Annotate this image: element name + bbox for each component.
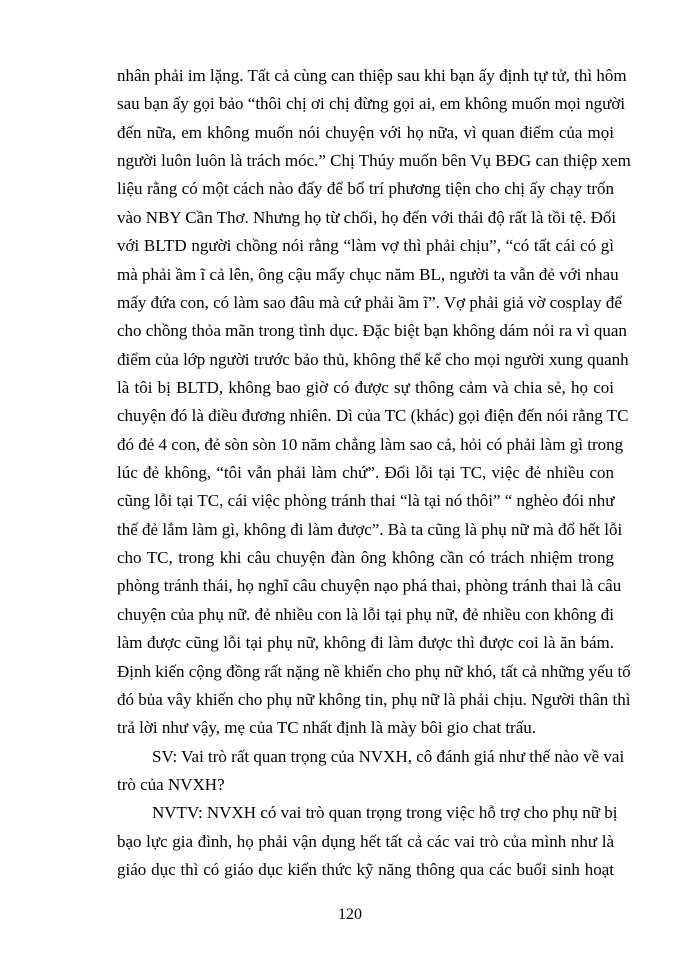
text-line: NVTV: NVXH có vai trò quan trọng trong việc hỗ trợ cho phụ nữ bị (152, 803, 618, 822)
text-line: chuyện của phụ nữ. đẻ nhiều con là lỗi tại phụ nữ, đẻ nhiều con không đi (117, 605, 614, 624)
text-line: người luôn luôn là trách móc.” Chị Thúy muốn bên Vụ BĐG can thiệp xem (117, 151, 631, 170)
text-line: chuyện đó là điều đương nhiên. Dì của TC (khác) gọi điện đến nói rằng TC (117, 406, 629, 425)
text-line: điểm của lớp người trước bảo thủ, không thể kể cho mọi người xung quanh (117, 350, 629, 369)
text-line: SV: Vai trò rất quan trọng của NVXH, cô đánh giá như thế nào về vai (152, 747, 625, 766)
text-line: mấy đứa con, có làm sao đâu mà cứ phải ầm ĩ”. Vợ phải giả vờ cosplay để (117, 293, 622, 312)
text-line: cho TC, trong khi câu chuyện đàn ông không cần có trách nhiệm trong (117, 548, 614, 567)
text-line: sau bạn ấy gọi bảo “thôi chị ơi chị đừng gọi ai, em không muốn mọi người (117, 94, 626, 113)
text-line: bạo lực gia đình, họ phải vận dụng hết tất cả các vai trò của mình như là (117, 832, 614, 851)
text-line: giáo dục thì có giáo dục kiến thức kỹ năng thông qua các buổi sinh hoạt (117, 860, 614, 879)
text-line: vào NBY Cần Thơ. Nhưng họ từ chối, họ đến với thái độ rất là tồi tệ. Đối (117, 208, 617, 227)
text-line: trả lời như vậy, mẹ của TC nhất định là mày bôi gio chat trấu. (117, 718, 537, 737)
text-line: thế đẻ lắm làm gì, không đi làm được”. Bà ta cũng là phụ nữ mà đổ hết lỗi (117, 520, 623, 539)
text-line: đó đẻ 4 con, đẻ sòn sòn 10 năm chẳng làm sao cả, hỏi có phải làm gì trong (117, 435, 624, 454)
page-number: 120 (338, 906, 362, 923)
text-line: mà phải ầm ĩ cả lên, ông cậu mấy chục năm BL, người ta vẫn đẻ với nhau (117, 265, 619, 284)
text-line: trò của NVXH? (117, 775, 225, 794)
text-line: phòng tránh thái, họ nghĩ câu chuyện nạo phá thai, phòng tránh thai là câu (117, 576, 622, 595)
text-line: liệu rằng có một cách nào đấy để bố trí phương tiện cho chị ấy chạy trốn (117, 179, 614, 198)
text-line: cũng lỗi tại TC, cái việc phòng tránh thai “là tại nó thôi” “ nghèo đói như (117, 491, 615, 510)
text-line: với BLTD người chồng nói rằng “làm vợ thì phải chịu”, “có tất cái có gì (117, 236, 614, 255)
text-line: làm được cũng lỗi tại phụ nữ, không đi làm được thì được coi là ăn bám. (117, 633, 614, 652)
text-line: cho chồng thỏa mãn trong tình dục. Đặc biệt bạn không dám nói ra vì quan (117, 321, 627, 340)
text-line: đến nữa, em không muốn nói chuyện với họ nữa, vì quan điểm của mọi (117, 123, 614, 142)
text-line: nhân phải im lặng. Tất cả cùng can thiệp sau khi bạn ấy định tự tử, thì hôm (117, 66, 627, 85)
text-line: Định kiến cộng đồng rất nặng nề khiến cho phụ nữ khó, tất cả những yếu tố (117, 662, 631, 681)
text-line: lúc đẻ không, “tôi vẫn phải làm chứ”. Đổi lỗi tại TC, việc đẻ nhiều con (117, 463, 614, 482)
text-line: đó bủa vây khiến cho phụ nữ không tin, phụ nữ là phải chịu. Người thân thì (117, 690, 631, 709)
text-line: là tôi bị BLTD, không bao giờ có được sự thông cảm và chia sẻ, họ coi (117, 378, 614, 397)
